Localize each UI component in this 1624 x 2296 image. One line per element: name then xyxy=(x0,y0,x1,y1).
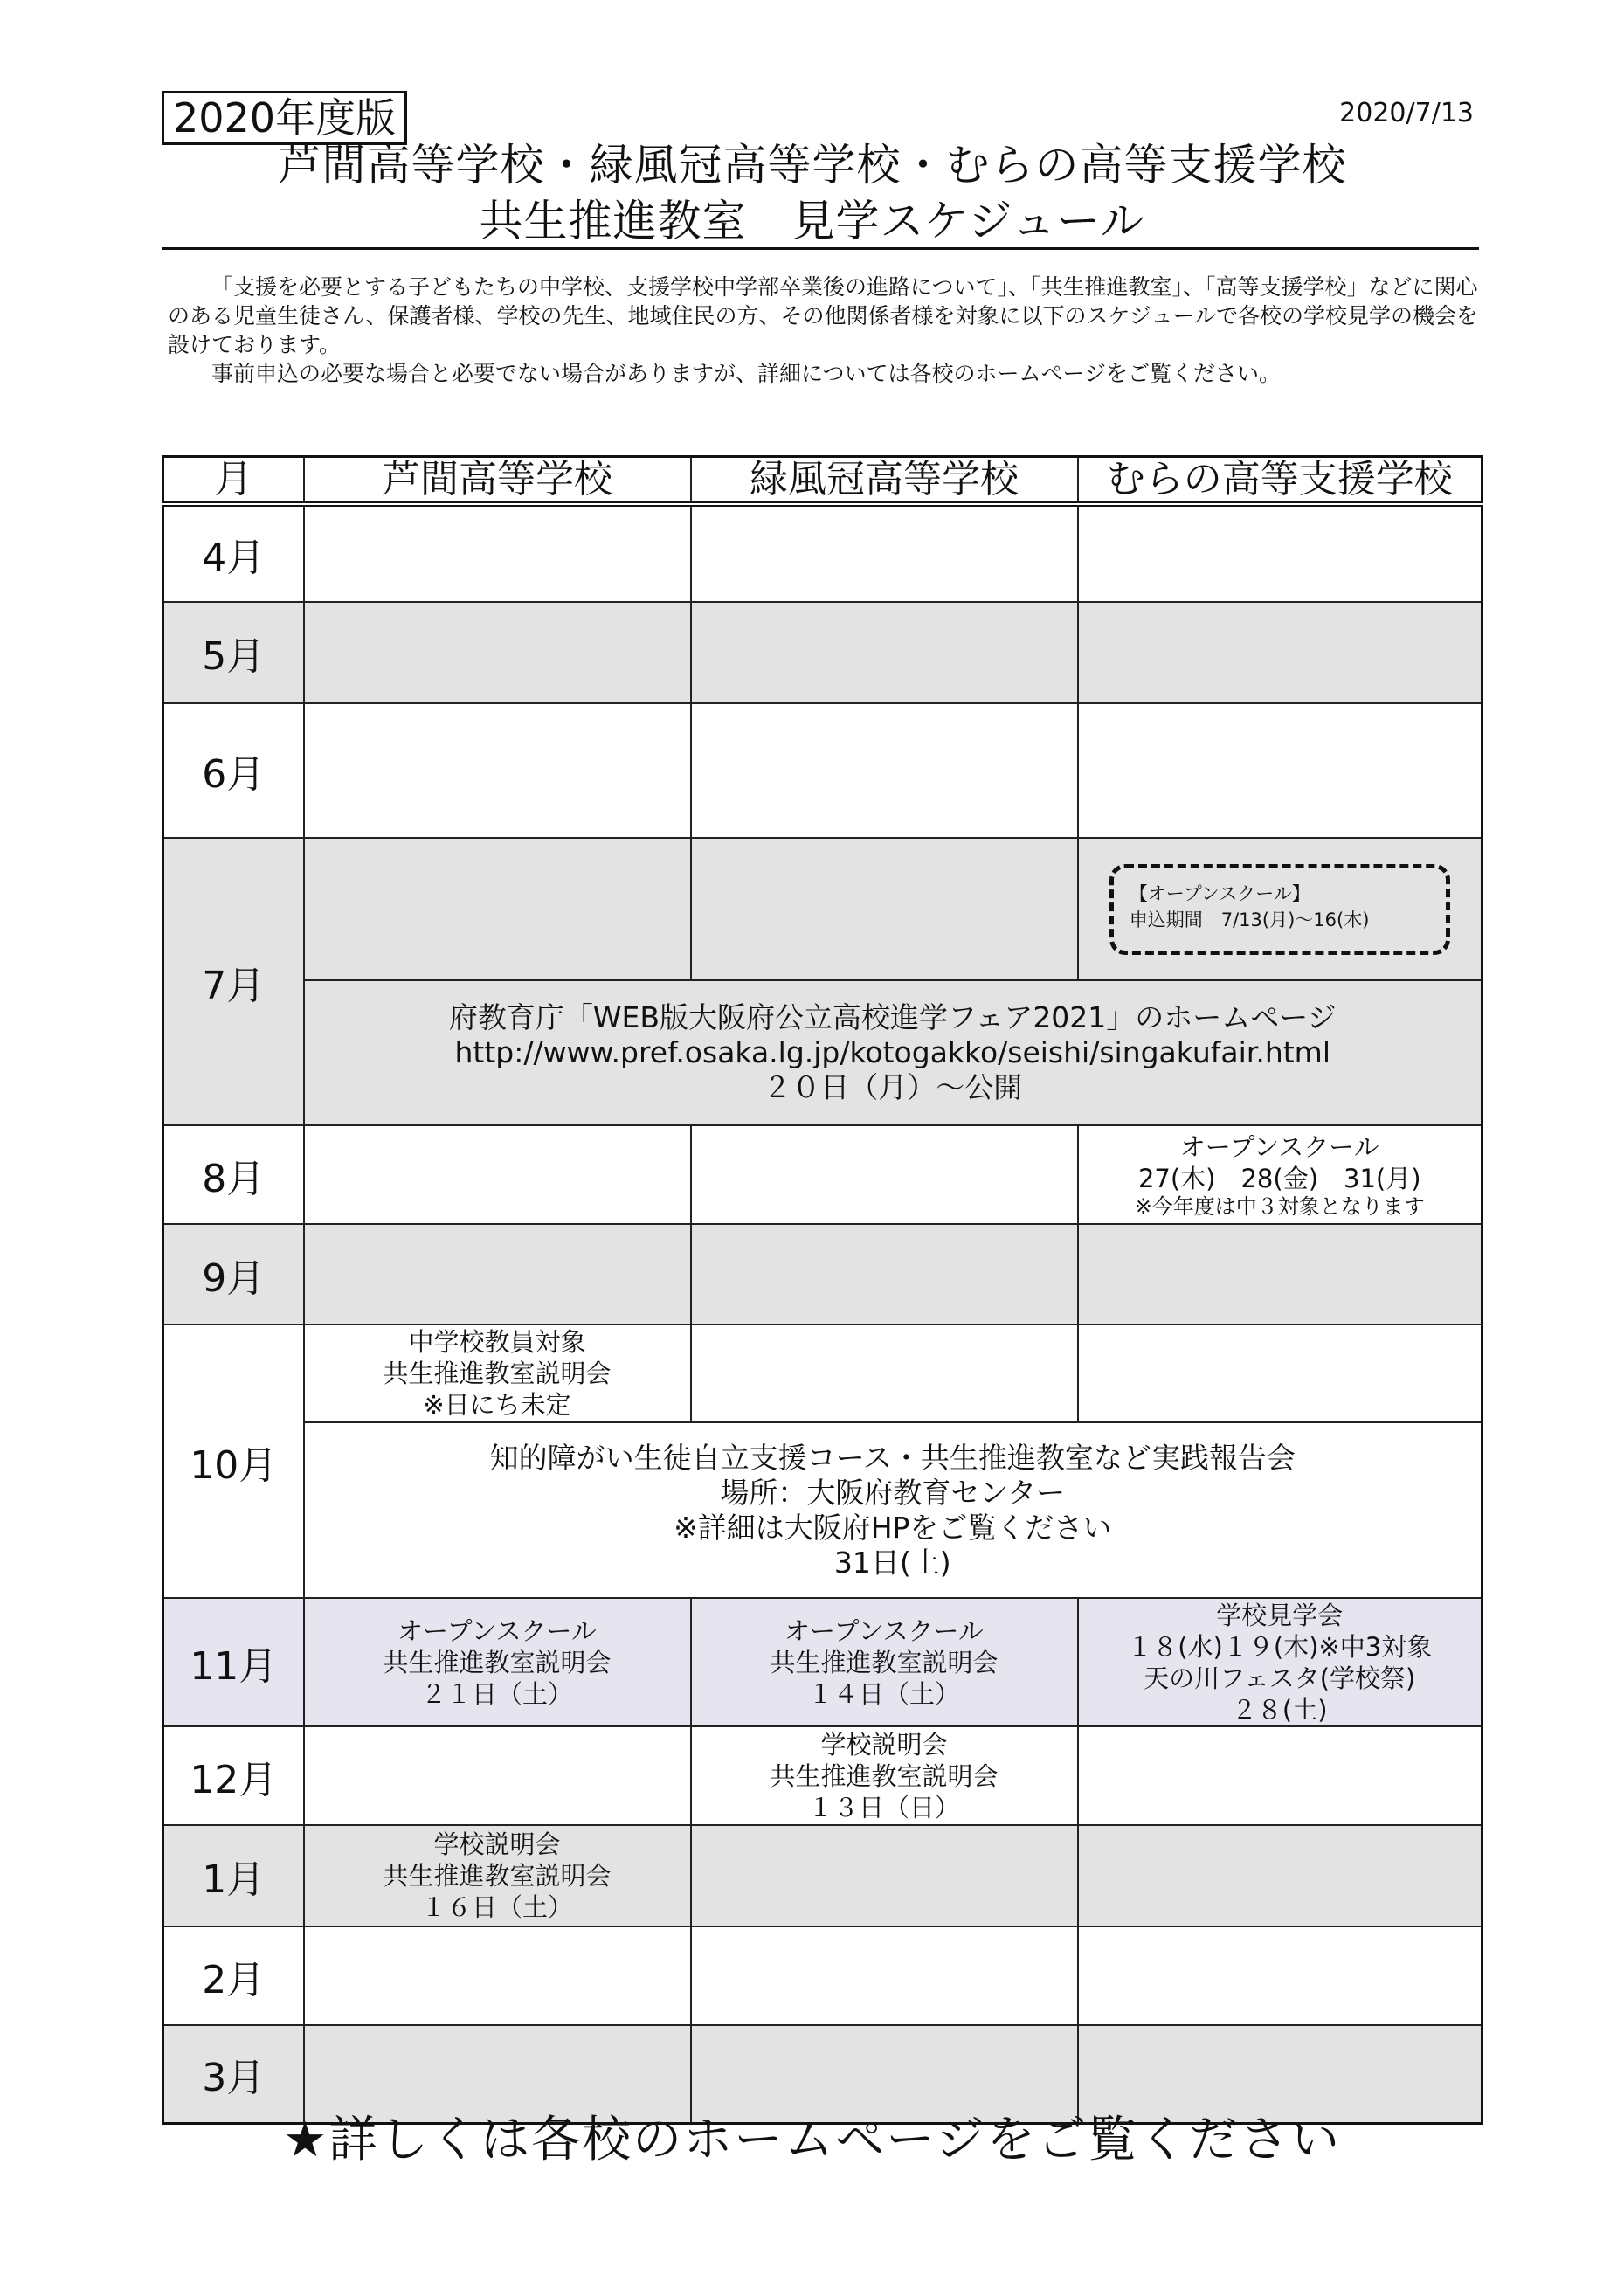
cell-line: １８(水)１９(木)※中3対象 xyxy=(1127,1631,1433,1662)
schedule-cell xyxy=(691,1926,1078,2025)
open-school-notice-box xyxy=(1109,864,1450,955)
cell-line: ※詳細は大阪府HPをご覧ください xyxy=(674,1510,1112,1545)
page-subtitle: 共生推進教室 見学スケジュール xyxy=(479,196,1145,246)
intro-paragraph-2: 事前申込の必要な場合と必要でない場合がありますが、詳細については各校のホームページをご覧ください。 xyxy=(211,361,1282,386)
table-row xyxy=(163,1726,1482,1825)
notice-title: 【オープンスクール】 xyxy=(1129,882,1310,904)
month-cell: 2月 xyxy=(163,1926,304,2025)
month-cell: 6月 xyxy=(163,703,304,838)
header-murano: むらの高等支援学校 xyxy=(1078,457,1482,505)
cell-line: １４日（土） xyxy=(807,1678,960,1709)
schedule-cell xyxy=(304,1926,691,2025)
schedule-cell xyxy=(1078,1825,1482,1926)
schedule-cell xyxy=(304,1125,691,1224)
schedule-cell xyxy=(1078,703,1482,838)
table-row xyxy=(163,1324,1482,1422)
table-row xyxy=(163,1926,1482,2025)
table-row xyxy=(163,1125,1482,1224)
month-cell: 1月 xyxy=(163,1825,304,1926)
cell-line: 共生推進教室説明会 xyxy=(770,1647,999,1677)
schedule-cell xyxy=(691,1324,1078,1422)
fair-url-link[interactable]: http://www.pref.osaka.lg.jp/kotogakko/seishi/singakufair.html xyxy=(454,1035,1330,1069)
intro-paragraph-1: 「支援を必要とする子どもたちの中学校、支援学校中学部卒業後の進路について」、「共生推進教室」、「高等支援学校」などに関心のある児童生徒さん、保護者様、学校の先生、地域住民の方、その他関係者様を対象に以下のスケジュールで各校の学校見学の機会を設けております。 xyxy=(168,274,1479,357)
table-row xyxy=(163,1422,1482,1598)
schedule-cell xyxy=(304,1726,691,1825)
schedule-cell xyxy=(1078,1926,1482,2025)
schedule-cell xyxy=(304,838,691,980)
notice-period: 申込期間 7/13(月)～16(木) xyxy=(1129,909,1370,930)
header-month: 月 xyxy=(163,457,304,505)
cell-line: オープンスクール xyxy=(1179,1131,1379,1162)
cell-line: オープンスクール xyxy=(397,1615,597,1646)
month-cell: 9月 xyxy=(163,1224,304,1324)
cell-line: 共生推進教室説明会 xyxy=(383,1359,612,1388)
schedule-cell xyxy=(304,1324,691,1422)
schedule-cell xyxy=(691,838,1078,980)
schedule-cell xyxy=(304,1825,691,1926)
cell-line: １３日（日） xyxy=(807,1792,960,1822)
table-row xyxy=(163,602,1482,703)
table-row xyxy=(163,703,1482,838)
schedule-cell xyxy=(1078,602,1482,703)
schedule-cell xyxy=(1078,1224,1482,1324)
month-cell: 12月 xyxy=(163,1726,304,1825)
cell-line: １６日（土） xyxy=(420,1892,573,1922)
cell-line: 学校説明会 xyxy=(433,1829,561,1859)
cell-line: ２８(土) xyxy=(1231,1694,1328,1725)
schedule-cell xyxy=(691,1726,1078,1825)
month-cell: 5月 xyxy=(163,602,304,703)
table-row xyxy=(163,1825,1482,1926)
title-divider xyxy=(162,247,1479,250)
schedule-cell xyxy=(691,703,1078,838)
cell-line: 知的障がい生徒自立支援コース・共生推進教室など実践報告会 xyxy=(489,1440,1296,1475)
schedule-cell-common xyxy=(304,1422,1482,1598)
cell-line: 学校見学会 xyxy=(1216,1600,1344,1630)
schedule-cell xyxy=(304,602,691,703)
cell-line: ２１日（土） xyxy=(420,1678,573,1709)
cell-line: 共生推進教室説明会 xyxy=(383,1647,612,1677)
cell-line: ※日にち未定 xyxy=(423,1390,571,1420)
cell-line: ２０日（月）～公開 xyxy=(763,1070,1023,1104)
schedule-cell xyxy=(691,1825,1078,1926)
schedule-cell xyxy=(304,504,691,602)
cell-line: 中学校教員対象 xyxy=(408,1327,586,1357)
cell-line: 学校説明会 xyxy=(820,1729,948,1760)
month-cell: 7月 xyxy=(163,838,304,1125)
edition-label: 2020年度版 xyxy=(162,91,407,145)
table-row xyxy=(163,504,1482,602)
cell-line: 場所：大阪府教育センター xyxy=(720,1475,1066,1510)
cell-line: 共生推進教室説明会 xyxy=(770,1760,999,1791)
month-cell: 4月 xyxy=(163,504,304,602)
table-header-row xyxy=(163,457,1482,505)
cell-line: 天の川フェスタ(学校祭) xyxy=(1144,1663,1416,1693)
table-row xyxy=(163,980,1482,1125)
document-date: 2020/7/13 xyxy=(1339,98,1474,128)
intro-text xyxy=(168,273,1478,388)
month-cell: 8月 xyxy=(163,1125,304,1224)
cell-line: 府教育庁「WEB版大阪府公立高校進学フェア2021」のホームページ xyxy=(448,1000,1337,1034)
table-row xyxy=(163,1224,1482,1324)
schedule-cell xyxy=(691,602,1078,703)
month-cell: 3月 xyxy=(163,2025,304,2123)
schedule-cell xyxy=(1078,1726,1482,1825)
schedule-cell xyxy=(1078,504,1482,602)
footer-note: ★詳しくは各校のホームページをご覧ください xyxy=(282,2112,1342,2168)
schedule-cell xyxy=(691,504,1078,602)
header-ashima: 芦間高等学校 xyxy=(304,457,691,505)
page-title: 芦間高等学校・緑風冠高等学校・むらの高等支援学校 xyxy=(277,140,1347,190)
schedule-cell xyxy=(1078,1324,1482,1422)
schedule-table xyxy=(162,455,1483,2125)
schedule-cell xyxy=(691,1224,1078,1324)
header-ryokufukan: 緑風冠高等学校 xyxy=(691,457,1078,505)
cell-note: ※今年度は中３対象となります xyxy=(1134,1193,1425,1219)
cell-line: 31日(土) xyxy=(833,1545,951,1580)
schedule-cell xyxy=(691,1598,1078,1726)
cell-line: 27(木) 28(金) 31(月) xyxy=(1137,1163,1421,1193)
schedule-cell xyxy=(1078,838,1482,980)
schedule-cell xyxy=(304,703,691,838)
table-row xyxy=(163,1598,1482,1726)
schedule-cell xyxy=(304,1224,691,1324)
month-cell: 11月 xyxy=(163,1598,304,1726)
schedule-cell xyxy=(691,1125,1078,1224)
schedule-cell xyxy=(304,1598,691,1726)
schedule-cell xyxy=(1078,1125,1482,1224)
schedule-cell xyxy=(1078,1598,1482,1726)
schedule-cell-common xyxy=(304,980,1482,1125)
cell-line: 共生推進教室説明会 xyxy=(383,1861,612,1891)
month-cell: 10月 xyxy=(163,1324,304,1598)
table-row xyxy=(163,838,1482,980)
cell-line: オープンスクール xyxy=(784,1615,984,1646)
